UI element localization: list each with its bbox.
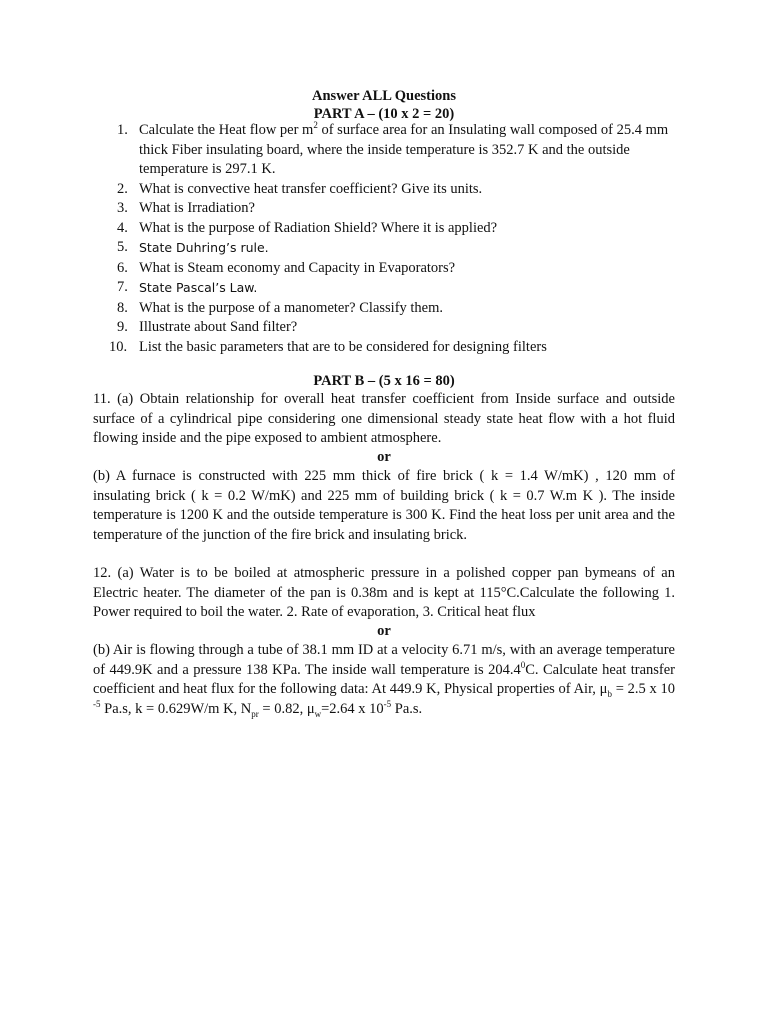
question-number: 10. bbox=[109, 338, 128, 355]
question-2 bbox=[117, 180, 677, 200]
question-text: State Pascal’s Law. bbox=[139, 280, 258, 295]
question-text: List the basic parameters that are to be considered for designing filters bbox=[139, 338, 547, 355]
question-8 bbox=[117, 299, 677, 319]
question-12b: (b) Air is flowing through a tube of 38.1 mm ID at a velocity 6.71 m/s, with an average temperature of 449.9K and a pressure 138 KPa. The inside wall temperature is 204.4$^0$C. Calculate heat transfer coefficient and heat flux for the following data: At 449.9 K, Physical properties of Air, $\mu_b = 2.5$ x 10 $^{-5}$ Pa.s, k = 0.629W/m K, $N_{pr} = 0.82$, $\mu_w=2.64$ x $10^{-5}$ Pa.s. bbox=[93, 642, 675, 719]
part-a-title: PART A – (10 x 2 = 20) bbox=[313, 106, 455, 122]
question-number: 4. bbox=[117, 219, 128, 236]
question-5 bbox=[117, 238, 677, 259]
question-number: 2. bbox=[117, 180, 128, 197]
question-number: 5. bbox=[117, 239, 128, 255]
question-number: 3. bbox=[117, 200, 128, 216]
question-text: What is the purpose of Radiation Shield? Where it is applied? bbox=[139, 219, 498, 236]
question-number: 8. bbox=[117, 299, 128, 316]
or-separator: or bbox=[377, 623, 391, 639]
question-text: What is convective heat transfer coefficient? Give its units. bbox=[139, 180, 483, 197]
instruction-heading: Answer ALL Questions bbox=[312, 88, 456, 104]
question-12a: 12. (a) Water is to be boiled at atmospheric pressure in a polished copper pan bymeans of an Electric heater. The diameter of the pan is 0.38m and is kept at 115°C.Calculate the following 1. Power required to boil the water. 2. Rate of evaporation, 3. Critical heat flux bbox=[93, 565, 675, 621]
question-text: What is the purpose of a manometer? Classify them. bbox=[139, 299, 444, 316]
question-text: What is Irradiation? bbox=[139, 200, 255, 216]
question-number: 1. bbox=[117, 122, 128, 138]
part-b-title: PART B – (5 x 16 = 80) bbox=[313, 373, 455, 389]
question-11a: 11. (a) Obtain relationship for overall heat transfer coefficient from Inside surface and outside surface of a cylindrical pipe considering one dimensional steady state heat flow with a hot fluid flowing inside and the pipe exposed to ambient atmosphere. bbox=[93, 391, 675, 447]
question-text: State Duhring’s rule. bbox=[139, 240, 269, 255]
question-number: 9. bbox=[117, 319, 128, 335]
question-number: 7. bbox=[117, 279, 128, 295]
or-separator: or bbox=[377, 449, 391, 465]
question-11b: (b) A furnace is constructed with 225 mm thick of fire brick ( k = 1.4 W/mK) , 120 mm of insulating brick ( k = 0.2 W/mK) and 225 mm of building brick ( k = 0.7 W.m K ). The inside temperature is 1200 K and the outside temperature is 300 K. Find the heat loss per unit area and the temperature of the junction of the fire brick and insulating brick. bbox=[93, 468, 675, 543]
question-number: 6. bbox=[117, 259, 128, 276]
question-4 bbox=[117, 219, 677, 239]
question-text: Illustrate about Sand filter? bbox=[139, 319, 298, 335]
question-6 bbox=[117, 259, 677, 279]
question-text: What is Steam economy and Capacity in Evaporators? bbox=[139, 259, 456, 276]
question-3 bbox=[117, 199, 677, 219]
part-a-question-list bbox=[109, 120, 677, 357]
question-7 bbox=[117, 278, 677, 299]
question-text: Calculate the Heat flow per $m^2$ of surface area for an Insulating wall composed of 25.4 mm thick Fiber insulating board, where the inside temperature is 352.7 K and the outside temperature is 297.1 K. bbox=[139, 120, 669, 177]
question-1 bbox=[117, 121, 677, 180]
question-10 bbox=[109, 338, 677, 358]
question-9 bbox=[117, 318, 677, 338]
